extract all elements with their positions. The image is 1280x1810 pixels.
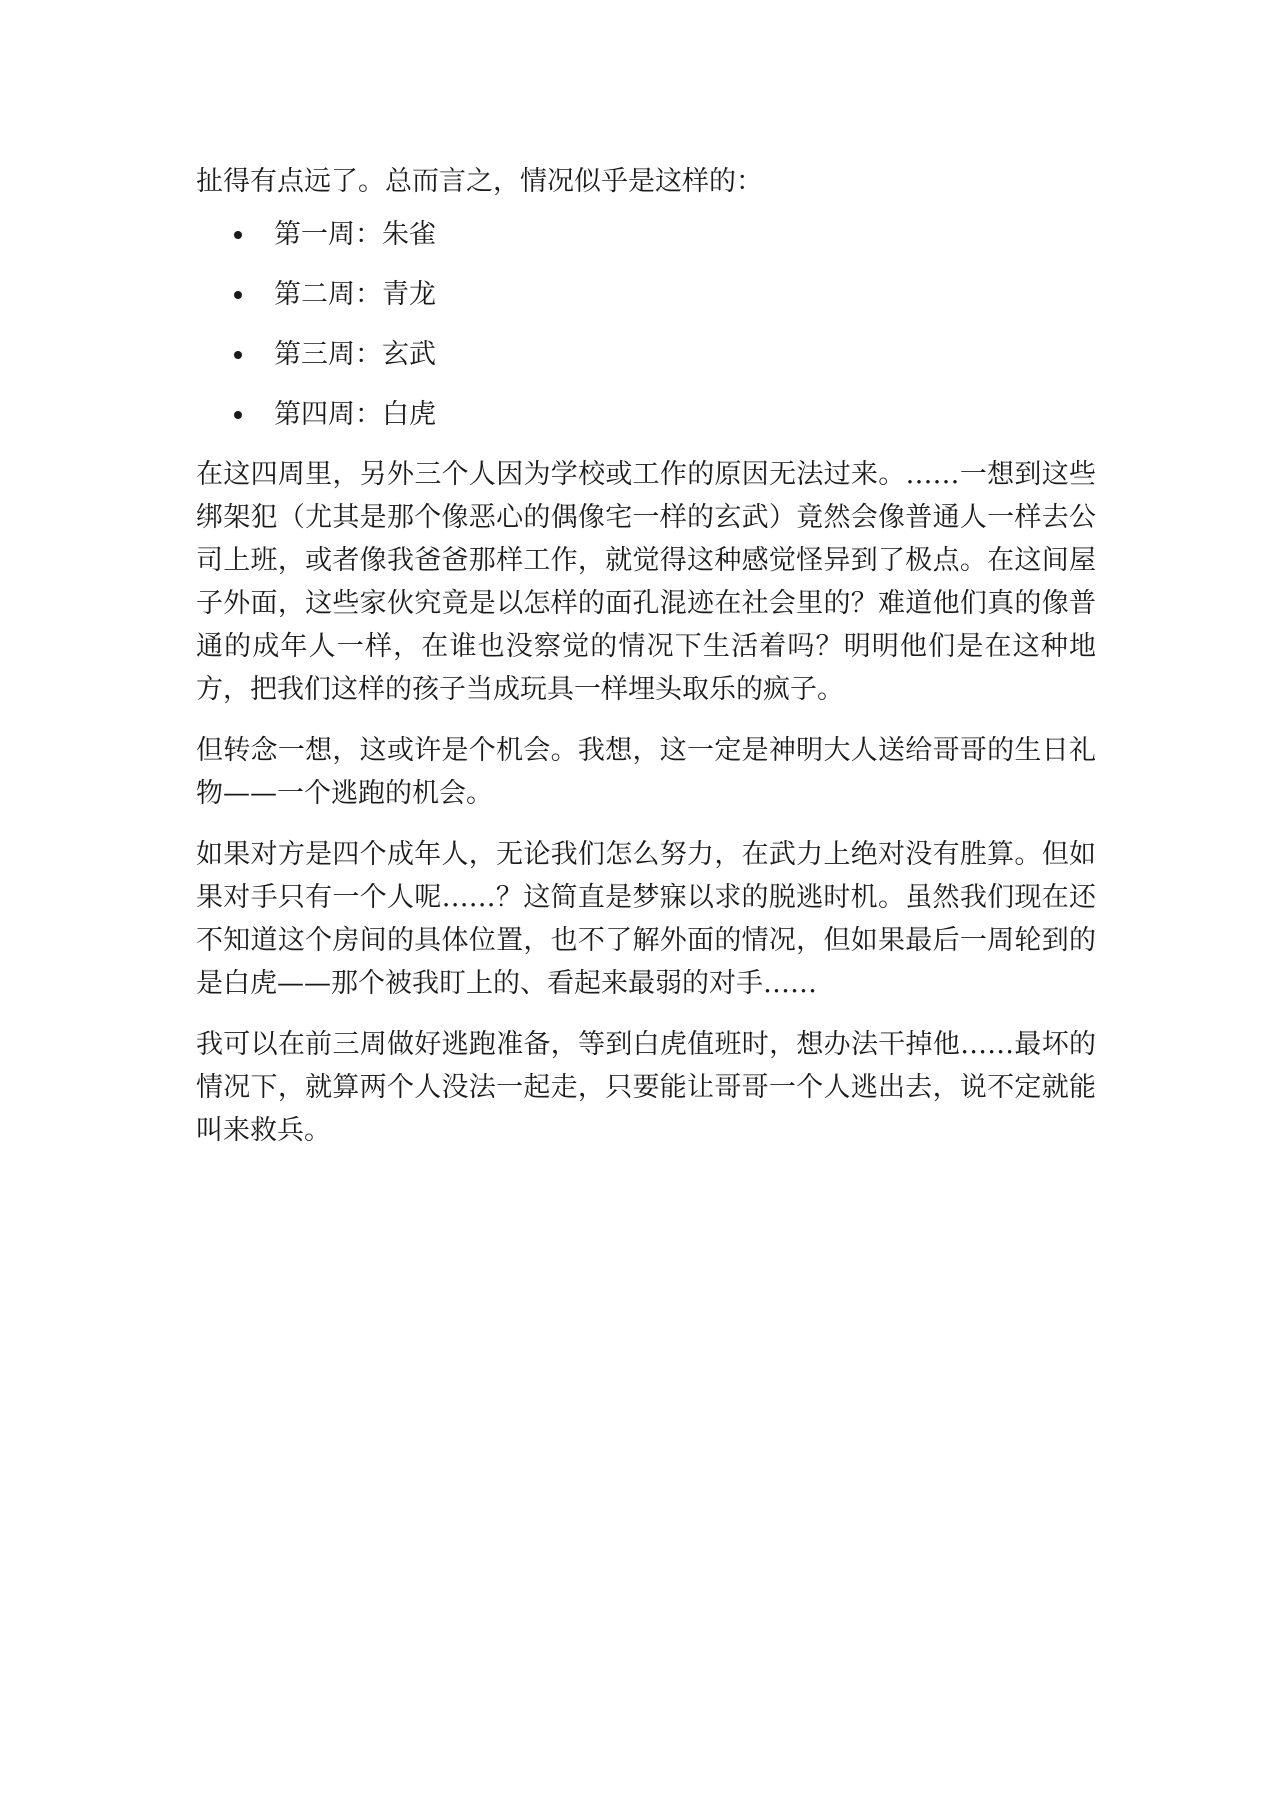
intro-paragraph: 扯得有点远了。总而言之，情况似乎是这样的： <box>196 166 763 197</box>
week-list <box>196 213 1096 436</box>
week-label: 第四周：白虎 <box>274 399 436 430</box>
body-paragraph: 在这四周里，另外三个人因为学校或工作的原因无法过来。……一想到这些绑架犯（尤其是那个像恶心的偶像宅一样的玄武）竟然会像普通人一样去公司上班，或者像我爸爸那样工作，就觉得这种感觉怪异到了极点。在这间屋子外面，这些家伙究竟是以怎样的面孔混迹在社会里的？难道他们真的像普通的成年人一样，在谁也没察觉的情况下生活着吗？明明他们是在这种地方，把我们这样的孩子当成玩具一样埋头取乐的疯子。 <box>196 459 1096 705</box>
body-paragraph: 我可以在前三周做好逃跑准备，等到白虎值班时，想办法干掉他……最坏的情况下，就算两个人没法一起走，只要能让哥哥一个人逃出去，说不定就能叫来救兵。 <box>196 1029 1096 1146</box>
document-page <box>196 160 1096 1170</box>
list-item <box>196 393 1096 436</box>
bullet-icon <box>234 411 242 419</box>
body-paragraph: 如果对方是四个成年人，无论我们怎么努力，在武力上绝对没有胜算。但如果对手只有一个人呢……？这简直是梦寐以求的脱逃时机。虽然我们现在还不知道这个房间的具体位置，也不了解外面的情况，但如果最后一周轮到的是白虎——那个被我盯上的、看起来最弱的对手…… <box>196 839 1096 999</box>
week-label: 第二周：青龙 <box>274 279 436 310</box>
list-item <box>196 333 1096 376</box>
bullet-icon <box>234 231 242 239</box>
body-paragraph: 但转念一想，这或许是个机会。我想，这一定是神明大人送给哥哥的生日礼物——一个逃跑的机会。 <box>196 735 1096 809</box>
week-label: 第一周：朱雀 <box>274 219 436 250</box>
bullet-icon <box>234 291 242 299</box>
week-label: 第三周：玄武 <box>274 339 436 370</box>
list-item <box>196 213 1096 256</box>
list-item <box>196 273 1096 316</box>
bullet-icon <box>234 351 242 359</box>
